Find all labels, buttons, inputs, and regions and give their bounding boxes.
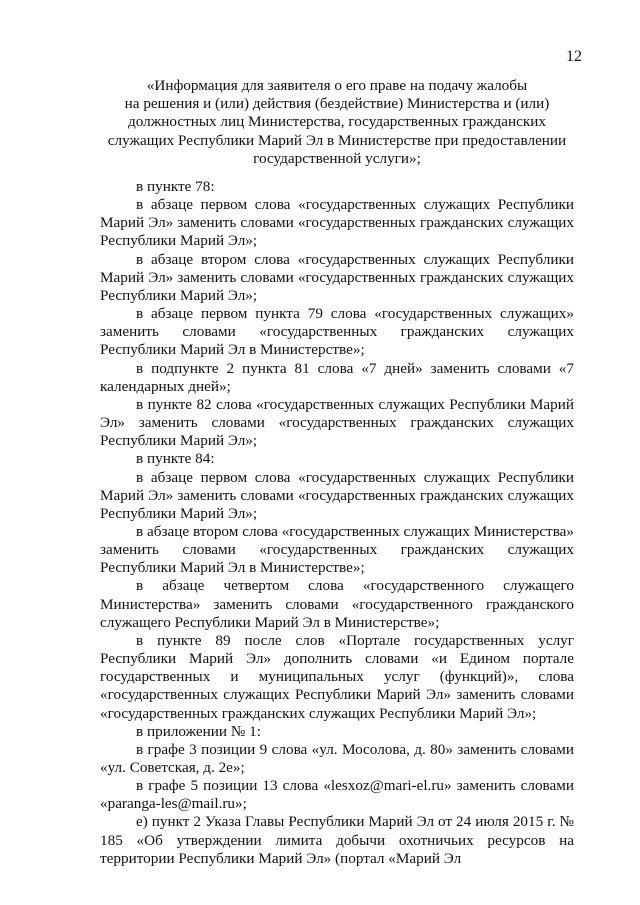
- paragraph: в пункте 89 после слов «Портале государственных услуг Республики Марий Эл» дополнить словами «и Едином портале государственных и муниципальных услуг (функций)», слова «государственных служащих Республики Марий Эл» заменить словами «государственных гражданских служащих Республики Марий Эл»;: [100, 631, 574, 722]
- paragraph: в абзаце первом слова «государственных служащих Республики Марий Эл» заменить словами «государственных гражданских служащих Республики Марий Эл»;: [100, 196, 574, 250]
- section-heading: [100, 77, 574, 168]
- heading-line: должностных лиц Министерства, государственных гражданских: [128, 113, 546, 131]
- paragraph: в абзаце первом слова «государственных служащих Республики Марий Эл» заменить словами «государственных гражданских служащих Республики Марий Эл»;: [100, 468, 574, 522]
- paragraph: в абзаце четвертом слова «государственного служащего Министерства» заменить словами «государственного гражданского служащего Республики Марий Эл в Министерстве»;: [100, 577, 574, 631]
- paragraph: в абзаце первом пункта 79 слова «государственных служащих» заменить словами «государственных гражданских служащих Республики Марий Эл в Министерстве»;: [100, 305, 574, 359]
- paragraph-item-78: в пункте 78:: [136, 178, 215, 195]
- paragraph: в абзаце втором слова «государственных служащих Министерства» заменить словами «государственных гражданских служащих Республики Марий Эл в Министерстве»;: [100, 522, 574, 577]
- paragraph: в подпункте 2 пункта 81 слова «7 дней» заменить словами «7 календарных дней»;: [100, 359, 574, 395]
- paragraph-item-84: в пункте 84:: [136, 450, 215, 468]
- paragraph: в пункте 82 слова «государственных служащих Республики Марий Эл» заменить словами «государственных гражданских служащих Республики Марий Эл»;: [100, 395, 574, 450]
- heading-line: «Информация для заявителя о его праве на подачу жалобы: [146, 77, 528, 94]
- paragraph: в графе 3 позиции 9 слова «ул. Мосолова, д. 80» заменить словами «ул. Советская, д. 2е»;: [100, 740, 574, 776]
- document-body: [100, 178, 574, 868]
- heading-line: на решения и (или) действия (бездействие) Министерства и (или): [124, 95, 550, 113]
- page-number: 12: [566, 48, 582, 65]
- heading-line: государственной услуги»;: [253, 149, 421, 167]
- heading-line: служащих Республики Марий Эл в Министерстве при предоставлении: [107, 131, 567, 149]
- paragraph: в абзаце втором слова «государственных служащих Республики Марий Эл» заменить словами «государственных гражданских служащих Республики Марий Эл»;: [100, 250, 574, 304]
- paragraph-appendix-1: в приложении № 1:: [136, 722, 261, 740]
- paragraph: в графе 5 позиции 13 слова «lesxoz@mari-el.ru» заменить словами «paranga-les@mail.ru»;: [100, 777, 574, 813]
- paragraph-item-e: е) пункт 2 Указа Главы Республики Марий Эл от 24 июля 2015 г. № 185 «Об утверждении лимита добычи охотничьих ресурсов на территории Республики Марий Эл» (портал «Марий Эл: [100, 813, 574, 867]
